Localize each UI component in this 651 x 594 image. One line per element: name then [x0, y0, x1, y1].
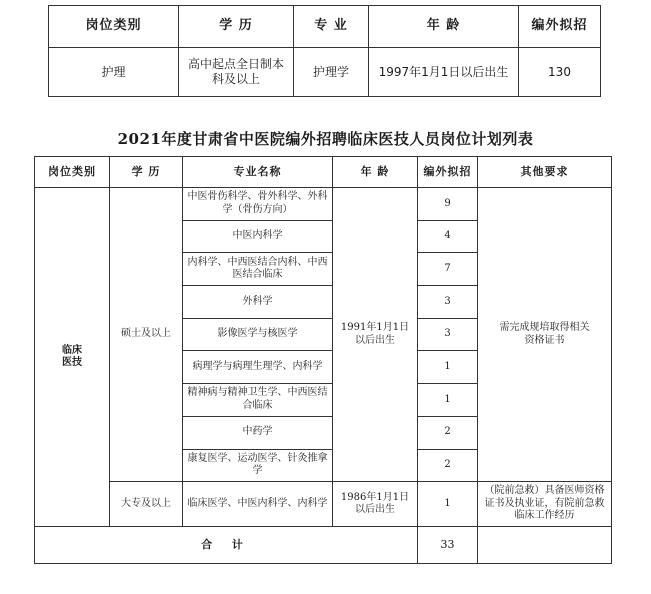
- count-cell: 9: [418, 188, 478, 221]
- major-cell: 影像医学与核医学: [183, 318, 333, 351]
- age-cell: 1997年1月1日以后出生: [369, 48, 519, 97]
- header-cell: 学 历: [179, 6, 294, 48]
- education-cell: 大专及以上: [110, 482, 183, 527]
- major-cell: 外科学: [183, 286, 333, 319]
- count-cell: 1: [418, 482, 478, 527]
- major-cell: 中药学: [183, 416, 333, 449]
- education-cell: 硕士及以上: [110, 188, 183, 482]
- header-cell: 岗位类别: [49, 6, 179, 48]
- total-label: 合 计: [35, 527, 418, 564]
- total-value: 33: [418, 527, 478, 564]
- header-cell: 其他要求: [478, 157, 612, 188]
- table-nursing: [48, 5, 601, 97]
- header-cell: 专业名称: [183, 157, 333, 188]
- age-cell: 1991年1月1日以后出生: [333, 188, 418, 482]
- table-row: [35, 482, 612, 527]
- total-row: [35, 527, 612, 564]
- other-requirements-cell: （院前急救）具备医师资格证书及执业证，有院前急救临床工作经历: [478, 482, 612, 527]
- education-cell: 高中起点全日制本科及以上: [179, 48, 294, 97]
- count-cell: 3: [418, 318, 478, 351]
- count-cell: 4: [418, 220, 478, 253]
- category-cell: [35, 188, 110, 527]
- page-title: 2021年度甘肃省中医院编外招聘临床医技人员岗位计划列表: [117, 130, 534, 148]
- count-cell: 1: [418, 351, 478, 384]
- table-clinical: [34, 156, 612, 564]
- total-empty-cell: [478, 527, 612, 564]
- table-row: [35, 188, 612, 221]
- header-cell: 专 业: [294, 6, 369, 48]
- count-cell: 2: [418, 416, 478, 449]
- major-cell: 内科学、中西医结合内科、中西医结合临床: [183, 253, 333, 286]
- major-cell: 精神病与精神卫生学、中西医结合临床: [183, 384, 333, 417]
- count-cell: 1: [418, 384, 478, 417]
- major-cell: 临床医学、中医内科学、内科学: [183, 482, 333, 527]
- count-cell: 7: [418, 253, 478, 286]
- table-row: [49, 48, 601, 97]
- major-cell: 中医骨伤科学、骨外科学、外科学（骨伤方向）: [183, 188, 333, 221]
- header-cell: 岗位类别: [35, 157, 110, 188]
- table-header-row: [35, 157, 612, 188]
- major-cell: 中医内科学: [183, 220, 333, 253]
- header-cell: 编外拟招: [519, 6, 601, 48]
- count-cell: 2: [418, 449, 478, 482]
- category-label: 临床医技: [62, 344, 82, 369]
- major-cell: 康复医学、运动医学、针灸推拿学: [183, 449, 333, 482]
- age-cell: 1986年1月1日以后出生: [333, 482, 418, 527]
- header-cell: 编外拟招: [418, 157, 478, 188]
- header-cell: 年 龄: [369, 6, 519, 48]
- major-cell: 病理学与病理生理学、内科学: [183, 351, 333, 384]
- header-cell: 年 龄: [333, 157, 418, 188]
- major-cell: 护理学: [294, 48, 369, 97]
- category-cell: 护理: [49, 48, 179, 97]
- header-cell: 学 历: [110, 157, 183, 188]
- count-cell: 3: [418, 286, 478, 319]
- count-cell: 130: [519, 48, 601, 97]
- other-requirements-cell: 需完成规培取得相关资格证书: [478, 188, 612, 482]
- table-header-row: [49, 6, 601, 48]
